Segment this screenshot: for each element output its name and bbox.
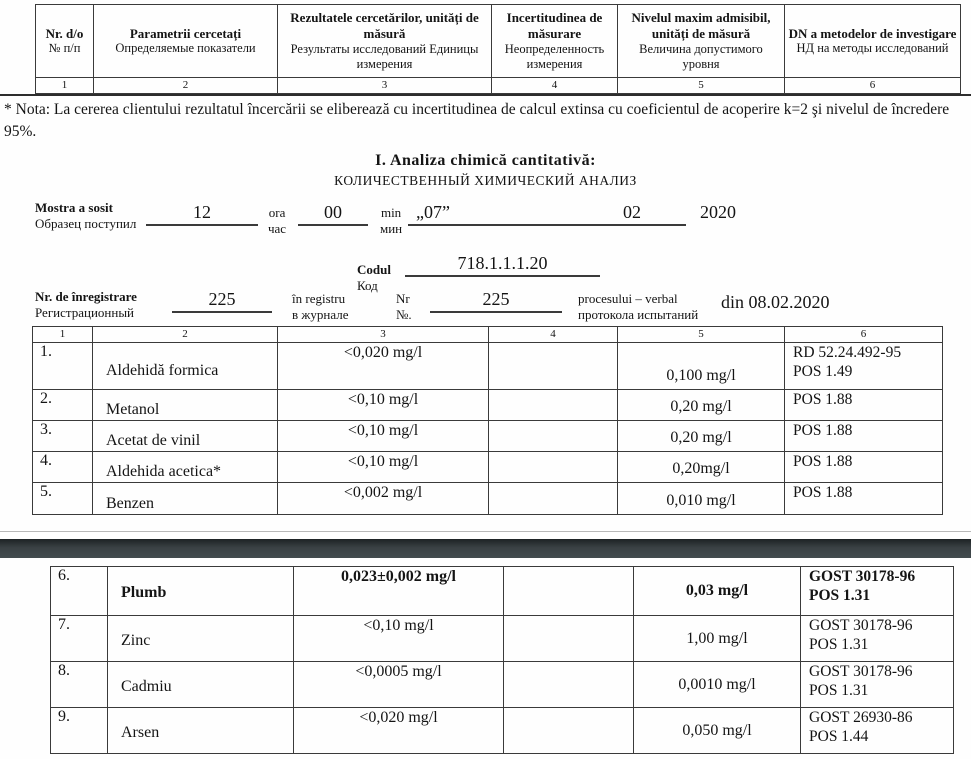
uncertainty-value	[504, 616, 634, 662]
sample-arrived-label-ru: Образец поступил	[35, 216, 137, 232]
header-results-ro: Rezultatele cercetărilor, unități de măsură	[290, 10, 479, 41]
header-nr-ro: Nr. d/o	[45, 25, 84, 41]
sample-year-value: 2020	[700, 202, 736, 222]
minute-unit-ro: min	[380, 205, 402, 220]
uncertainty-value	[489, 390, 618, 421]
sample-day-value: „07”	[416, 202, 450, 222]
row-number: 7.	[51, 616, 108, 662]
row-number: 2.	[33, 390, 93, 421]
header-method-ro: DN a metodelor de investigare	[788, 25, 957, 41]
section-title-ru: КОЛИЧЕСТВЕННЫЙ ХИМИЧЕСКИЙ АНАЛИЗ	[334, 173, 637, 188]
method-reference	[801, 662, 954, 708]
header-uncertainty-ro: Incertitudinea de măsurare	[506, 10, 603, 41]
mac-value: 0,100 mg/l	[618, 343, 785, 390]
col-number: 5	[618, 78, 785, 94]
parameter-name: Arsen	[108, 708, 294, 754]
registry-label	[292, 291, 348, 324]
uncertainty-value	[489, 421, 618, 452]
table-row	[33, 452, 943, 483]
col-number: 6	[785, 78, 961, 94]
col-number: 4	[489, 327, 618, 343]
method-line2: POS 1.31	[809, 636, 869, 654]
header-cell-nr	[36, 5, 94, 78]
method-reference	[785, 343, 943, 390]
uncertainty-value	[504, 567, 634, 616]
table-row	[33, 421, 943, 452]
row-number: 1.	[33, 343, 93, 390]
table-row	[33, 483, 943, 515]
col-number: 6	[785, 327, 943, 343]
row-number: 4.	[33, 452, 93, 483]
result-value: <0,002 mg/l	[278, 483, 489, 515]
protocol-nr-ru: №.	[396, 307, 412, 323]
page-break-band	[0, 539, 971, 558]
method-line1: GOST 30178-96	[809, 617, 913, 634]
hour-unit-label	[268, 205, 286, 238]
parameter-name: Cadmiu	[108, 662, 294, 708]
results-table-2	[50, 566, 954, 754]
col-number: 5	[618, 327, 785, 343]
table1-number-row	[33, 327, 943, 343]
method-reference: POS 1.88	[785, 421, 943, 452]
sample-arrived-label-ro: Mostra a sosit	[35, 200, 113, 215]
method-line2: POS 1.31	[809, 682, 869, 700]
table-row	[51, 662, 954, 708]
header-mac-ru: Величина допустимого уровня	[639, 41, 763, 71]
registration-label	[35, 289, 137, 322]
method-reference: POS 1.88	[785, 390, 943, 421]
code-label-ro: Codul	[357, 262, 391, 277]
parameter-name: Plumb	[108, 567, 294, 616]
row-number: 9.	[51, 708, 108, 754]
sample-month-value: 02	[623, 202, 641, 222]
mac-value: 0,050 mg/l	[634, 708, 801, 754]
header-cell-results	[278, 5, 492, 78]
mac-value: 0,03 mg/l	[634, 567, 801, 616]
parameter-name: Aldehidă formica	[93, 343, 278, 390]
method-line1: GOST 26930-86	[809, 709, 913, 726]
header-cell-param	[94, 5, 278, 78]
parameter-name: Aldehida acetica*	[93, 452, 278, 483]
header-number-row	[36, 78, 961, 94]
sample-minute-value: 00	[298, 202, 368, 226]
uncertainty-value	[504, 662, 634, 708]
col-number: 3	[278, 327, 489, 343]
registration-number-value: 225	[172, 289, 272, 313]
parameter-name: Metanol	[93, 390, 278, 421]
registry-label-ro: în registru	[292, 291, 346, 306]
row-number: 5.	[33, 483, 93, 515]
row-number: 6.	[51, 567, 108, 616]
row-number: 8.	[51, 662, 108, 708]
registration-label-ro: Nr. de înregistrare	[35, 289, 137, 304]
hour-unit-ro: ora	[268, 205, 286, 220]
uncertainty-value	[489, 452, 618, 483]
method-line2: POS 1.31	[809, 587, 871, 605]
mac-value: 0,20 mg/l	[618, 421, 785, 452]
sample-arrived-label	[35, 200, 136, 233]
protocol-number-value: 225	[430, 289, 562, 313]
code-value: 718.1.1.1.20	[405, 253, 600, 277]
result-value: <0,0005 mg/l	[294, 662, 504, 708]
col-number: 3	[278, 78, 492, 94]
mac-value: 0,20mg/l	[618, 452, 785, 483]
header-cell-mac	[618, 5, 785, 78]
header-uncertainty-ru: Неопределенность измерения	[504, 41, 605, 71]
table-row	[33, 390, 943, 421]
header-cell-method	[785, 5, 961, 78]
table-row	[51, 708, 954, 754]
parameter-name: Zinc	[108, 616, 294, 662]
parameter-name: Acetat de vinil	[93, 421, 278, 452]
method-line1: RD 52.24.492-95	[793, 344, 902, 361]
header-mac-ro: Nivelul maxim admisibil, unități de măsură	[631, 10, 771, 41]
section-title	[0, 152, 971, 189]
protocol-label-ro: procesului – verbal	[578, 291, 678, 306]
method-reference: POS 1.88	[785, 483, 943, 515]
header-row	[36, 5, 961, 78]
col-number: 1	[36, 78, 94, 94]
table-row	[33, 343, 943, 390]
parameter-name: Benzen	[93, 483, 278, 515]
registration-label-ru: Регистрационный	[35, 305, 135, 321]
method-line2: POS 1.44	[809, 728, 869, 746]
sample-hour-value: 12	[146, 202, 258, 226]
minute-unit-ru: мин	[380, 221, 403, 237]
uncertainty-value	[489, 343, 618, 390]
uncertainty-value	[489, 483, 618, 515]
method-reference	[801, 708, 954, 754]
method-line1: GOST 30178-96	[809, 568, 916, 585]
result-value: <0,10 mg/l	[278, 390, 489, 421]
result-value: <0,10 mg/l	[278, 452, 489, 483]
header-results-ru: Результаты исследований Единицы измерения	[290, 41, 479, 71]
mac-value: 0,20 mg/l	[618, 390, 785, 421]
minute-unit-label	[380, 205, 402, 238]
mac-value: 1,00 mg/l	[634, 616, 801, 662]
result-value: <0,10 mg/l	[278, 421, 489, 452]
protocol-date-value: din 08.02.2020	[721, 292, 830, 312]
method-reference: POS 1.88	[785, 452, 943, 483]
header-param-ro: Parametrii cercetați	[129, 25, 242, 41]
method-reference	[801, 567, 954, 616]
method-line2: POS 1.49	[793, 363, 853, 381]
results-table-1	[32, 326, 943, 515]
hour-unit-ru: час	[268, 221, 287, 237]
mac-value: 0,010 mg/l	[618, 483, 785, 515]
sample-date-line	[408, 202, 686, 226]
header-cell-uncertainty	[492, 5, 618, 78]
col-number: 1	[33, 327, 93, 343]
horizontal-rule	[0, 94, 971, 96]
registry-label-ru: в журнале	[292, 307, 349, 323]
section-title-ro: I. Analiza chimică cantitativă:	[375, 152, 596, 169]
protocol-label	[578, 291, 698, 324]
table-row	[51, 616, 954, 662]
code-label-ru: Код	[357, 278, 378, 294]
row-number: 3.	[33, 421, 93, 452]
method-reference	[801, 616, 954, 662]
protocol-nr-ro: Nr	[396, 291, 410, 306]
note-text: * Nota: La cererea clientului rezultatul încercării se eliberează cu incertitudinea de calcul extinsa cu coeficientul de acoperire k=2 şi nivelul de încredere 95%.	[4, 101, 950, 141]
header-param-ru: Определяемые показатели	[115, 41, 256, 56]
uncertainty-value	[504, 708, 634, 754]
header-nr-ru: № п/п	[48, 41, 81, 56]
protocol-nr-label	[396, 291, 412, 324]
code-label	[357, 262, 391, 295]
result-value: 0,023±0,002 mg/l	[294, 567, 504, 616]
table-row	[51, 567, 954, 616]
result-value: <0,10 mg/l	[294, 616, 504, 662]
scan-edge-line	[0, 531, 971, 532]
header-method-ru: НД на методы исследований	[796, 41, 949, 56]
method-line1: GOST 30178-96	[809, 663, 913, 680]
col-number: 2	[93, 327, 278, 343]
mac-value: 0,0010 mg/l	[634, 662, 801, 708]
col-number: 4	[492, 78, 618, 94]
result-value: <0,020 mg/l	[278, 343, 489, 390]
header-table	[35, 4, 961, 94]
col-number: 2	[94, 78, 278, 94]
result-value: <0,020 mg/l	[294, 708, 504, 754]
protocol-label-ru: протокола испытаний	[578, 307, 699, 323]
